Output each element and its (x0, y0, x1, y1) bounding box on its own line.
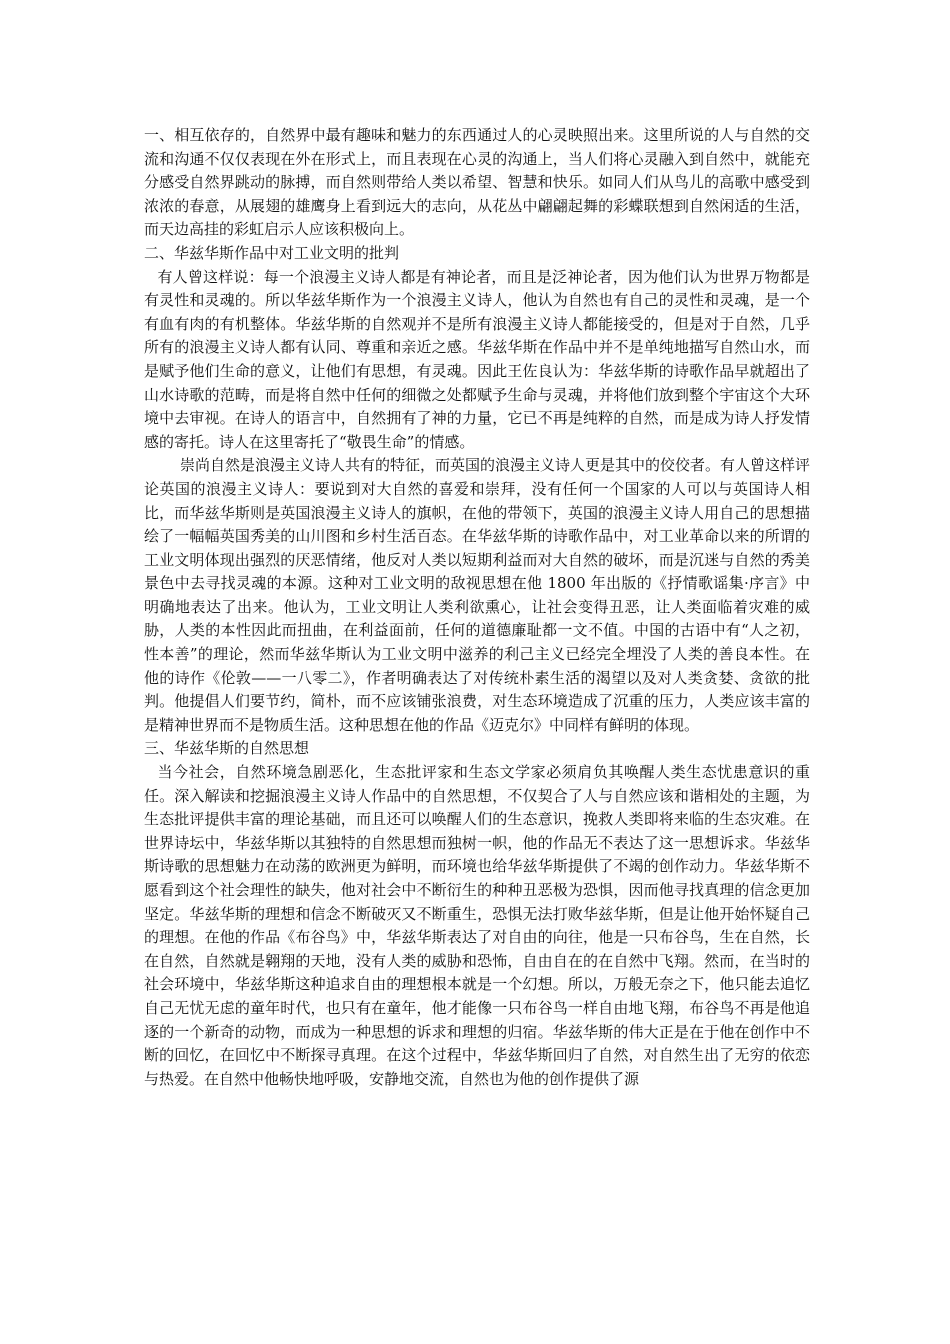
paragraph-3: 崇尚自然是浪漫主义诗人共有的特征，而英国的浪漫主义诗人更是其中的佼佼者。有人曾这样评论英国的浪漫主义诗人：要说到对大自然的喜爱和崇拜，没有任何一个国家的人可以与英国诗人相比，而华兹华斯则是英国浪漫主义诗人的旗帜，在他的带领下，英国的浪漫主义诗人用自己的思想描绘了一幅幅英国秀美的山川图和乡村生活百态。在华兹华斯的诗歌作品中，对工业革命以来的所谓的工业文明体现出强烈的厌恶情绪，他反对人类以短期利益而对大自然的破坏，而是沉迷与自然的秀美景色中去寻找灵魂的本源。这种对工业文明的敌视思想在他 1800 年出版的《抒情歌谣集·序言》中明确地表达了出来。他认为，工业文明让人类利欲熏心，让社会变得丑恶，让人类面临着灾难的威胁，人类的本性因此而扭曲，在利益面前，任何的道德廉耻都一文不值。中国的古语中有“人之初，性本善”的理论，然而华兹华斯认为工业文明中滋养的利己主义已经完全埋没了人类的善良本性。在他的诗作《伦敦——一八零二》，作者明确表达了对传统朴素生活的渴望以及对人类贪婪、贪欲的批判。他提倡人们要节约，简朴，而不应该铺张浪费，对生态环境造成了沉重的压力，人类应该丰富的是精神世界而不是物质生活。这种思想在他的作品《迈克尔》中同样有鲜明的体现。 (144, 456, 811, 734)
paragraph-1: 一、相互依存的，自然界中最有趣味和魅力的东西通过人的心灵映照出来。这里所说的人与自然的交流和沟通不仅仅表现在外在形式上，而且表现在心灵的沟通上，当人们将心灵融入到自然中，就能充分感受自然界跳动的脉搏，而自然则带给人类以希望、智慧和快乐。如同人们从鸟儿的高歌中感受到浓浓的春意，从展翅的雄鹰身上看到远大的志向，从花丛中翩翩起舞的彩蝶联想到自然闲适的生活，而天边高挂的彩虹启示人应该积极向上。 (144, 126, 810, 239)
document-body (144, 124, 810, 1091)
paragraph-4: 当今社会，自然环境急剧恶化，生态批评家和生态文学家必须肩负其唤醒人类生态忧患意识的重任。深入解读和挖掘浪漫主义诗人作品中的自然思想，不仅契合了人与自然应该和谐相处的主题，为生态批评提供丰富的理论基础，而且还可以唤醒人们的生态意识，挽救人类即将来临的生态灾难。在世界诗坛中，华兹华斯以其独特的自然思想而独树一帜，他的作品无不表达了这一思想诉求。华兹华斯诗歌的思想魅力在动荡的欧洲更为鲜明，而环境也给华兹华斯提供了不竭的创作动力。华兹华斯不愿看到这个社会理性的缺失，他对社会中不断衍生的种种丑恶极为恐惧，因而他寻找真理的信念更加坚定。华兹华斯的理想和信念不断破灭又不断重生，恐惧无法打败华兹华斯，但是让他开始怀疑自己的理想。在他的作品《布谷鸟》中，华兹华斯表达了对自由的向往，他是一只布谷鸟，生在自然，长在自然，自然就是翱翔的天地，没有人类的威胁和恐怖，自由自在的在自然中飞翔。然而，在当时的社会环境中，华兹华斯这种追求自由的理想根本就是一个幻想。所以，万般无奈之下，他只能去追忆自己无忧无虑的童年时代，也只有在童年，他才能像一只布谷鸟一样自由地飞翔，布谷鸟不再是他追逐的一个新奇的动物，而成为一种思想的诉求和理想的归宿。华兹华斯的伟大正是在于他在创作中不断的回忆，在回忆中不断探寻真理。在这个过程中，华兹华斯回归了自然，对自然生出了无穷的依恋与热爱。在自然中他畅快地呼吸，安静地交流，自然也为他的创作提供了源 (144, 763, 810, 1088)
paragraph-2: 有人曾这样说：每一个浪漫主义诗人都是有神论者，而且是泛神论者，因为他们认为世界万物都是有灵性和灵魂的。所以华兹华斯作为一个浪漫主义诗人，他认为自然也有自己的灵性和灵魂，是一个有血有肉的有机整体。华兹华斯的自然观并不是所有浪漫主义诗人都能接受的，但是对于自然，几乎所有的浪漫主义诗人都有认同、尊重和亲近之感。华兹华斯在作品中并不是单纯地描写自然山水，而是赋予他们生命的意义，让他们有思想，有灵魂。因此王佐良认为：华兹华斯的诗歌作品早就超出了山水诗歌的范畴，而是将自然中任何的细微之处都赋予生命与灵魂，并将他们放到整个宇宙这个大环境中去审视。在诗人的语言中，自然拥有了神的力量，它已不再是纯粹的自然，而是成为诗人抒发情感的寄托。诗人在这里寄托了“敬畏生命”的情感。 (144, 267, 810, 451)
section-heading-2: 二、华兹华斯作品中对工业文明的批判 (144, 243, 400, 262)
section-heading-3: 三、华兹华斯的自然思想 (144, 739, 310, 758)
